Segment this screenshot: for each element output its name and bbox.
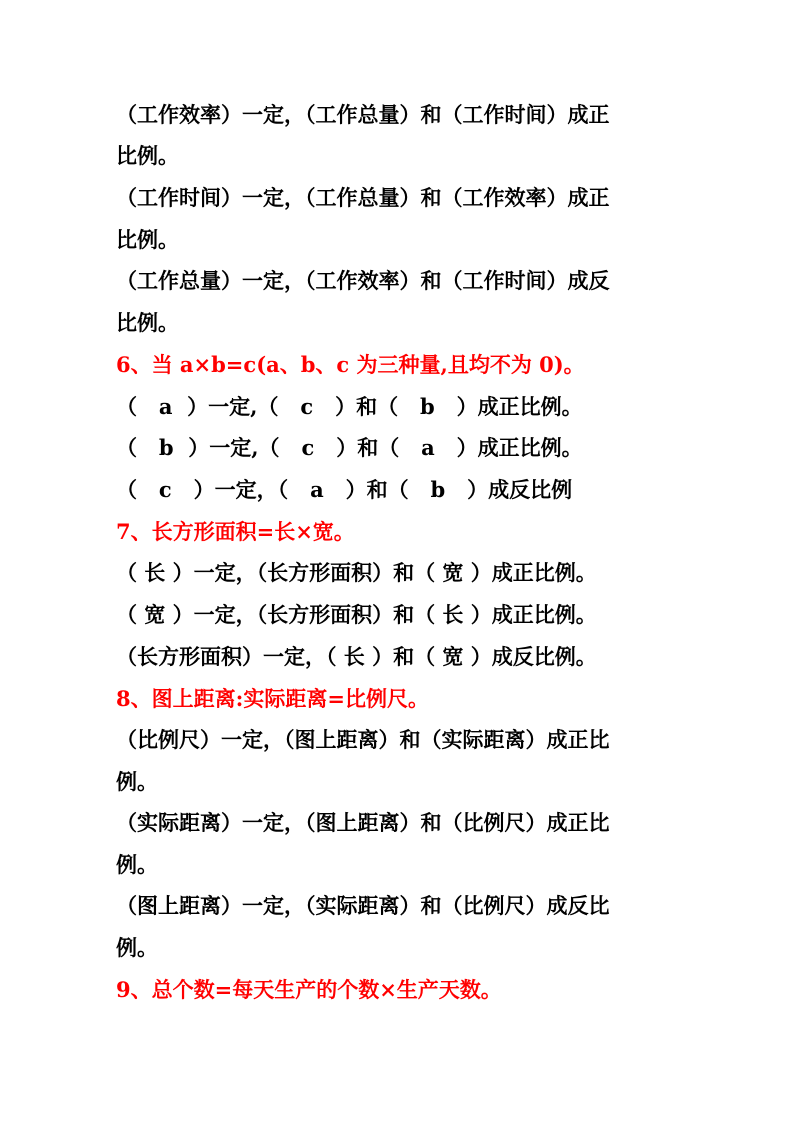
- section-heading-7: 7、长方形面积=长×宽。: [116, 519, 355, 544]
- text-line: （比例尺）一定，（图上距离）和（实际距离）成正比: [116, 727, 610, 752]
- section-heading-6: 6、当 a×b=c(a、b、c 为三种量,且均不为 0)。: [116, 352, 585, 377]
- text-line: （工作总量）一定，（工作效率）和（工作时间）成反: [116, 268, 610, 293]
- text-line: （ 宽 ）一定，（长方形面积）和（ 长 ）成正比例。: [116, 602, 597, 627]
- text-line: （ c ）一定，（ a ）和（ b ）成反比例: [116, 477, 573, 502]
- text-line: 比例。: [116, 143, 179, 168]
- section-heading-8: 8、图上距离:实际距离=比例尺。: [116, 686, 429, 711]
- text-line: （工作时间）一定，（工作总量）和（工作效率）成正: [116, 185, 610, 210]
- text-line: 比例。: [116, 227, 179, 252]
- text-line: （实际距离）一定，（图上距离）和（比例尺）成正比: [116, 810, 610, 835]
- text-line: 例。: [116, 852, 158, 877]
- text-line: 比例。: [116, 310, 179, 335]
- text-line: （长方形面积）一定，（ 长 ）和（ 宽 ）成反比例。: [116, 644, 597, 669]
- text-line: 例。: [116, 935, 158, 960]
- section-heading-9: 9、总个数=每天生产的个数×生产天数。: [116, 977, 502, 1002]
- text-line: （图上距离）一定，（实际距离）和（比例尺）成反比: [116, 893, 610, 918]
- text-line: （ 长 ）一定，（长方形面积）和（ 宽 ）成正比例。: [116, 560, 597, 585]
- text-line: （ b ）一定,（ c ）和（ a ）成正比例。: [116, 435, 583, 460]
- text-line: （ a ）一定,（ c ）和（ b ）成正比例。: [116, 394, 583, 419]
- text-line: 例。: [116, 769, 158, 794]
- text-line: （工作效率）一定，（工作总量）和（工作时间）成正: [116, 102, 610, 127]
